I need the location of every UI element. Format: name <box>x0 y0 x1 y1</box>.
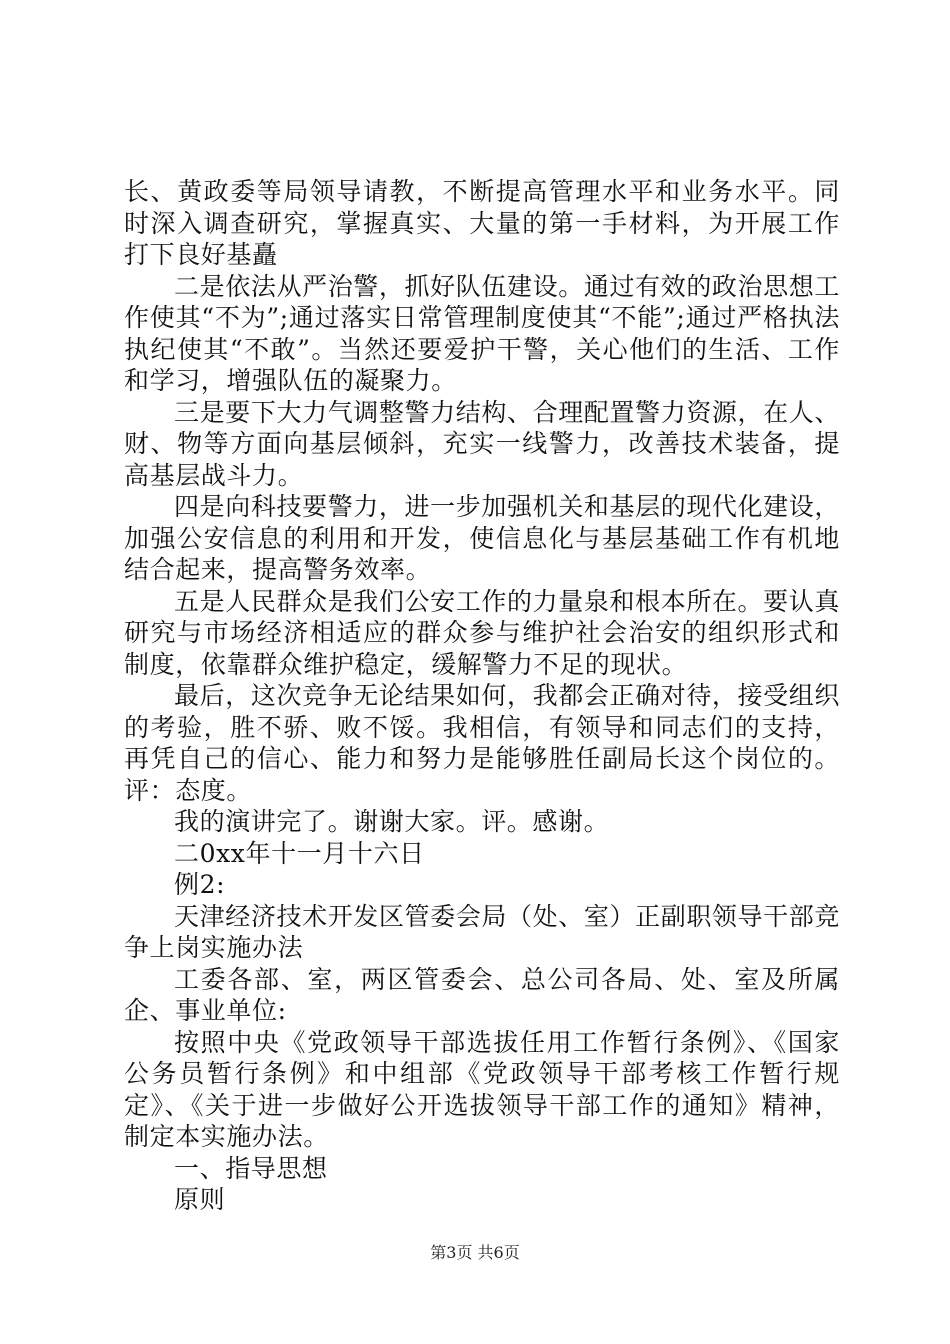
paragraph-continuation: 长、黄政委等局领导请教，不断提高管理水平和业务水平。同时深入调查研究，掌握真实、大量的第一手材料，为开展工作打下良好基矗 <box>124 177 840 269</box>
paragraph-point-three: 三是要下大力气调整警力结构、合理配置警力资源，在人、财、物等方面向基层倾斜，充实一线警力，改善技术装备，提高基层战斗力。 <box>124 397 840 490</box>
document-body <box>124 176 840 1216</box>
paragraph-point-five: 五是人民群众是我们公安工作的力量泉和根本所在。要认真研究与市场经济相适应的群众参与维护社会治安的组织形式和制度，依靠群众维护稳定，缓解警力不足的现状。 <box>124 586 840 679</box>
paragraph-closing: 我的演讲完了。谢谢大家。评。感谢。 <box>174 807 610 836</box>
paragraph-point-four: 四是向科技要警力，进一步加强机关和基层的现代化建设，加强公安信息的利用和开发，使信息化与基层基础工作有机地结合起来，提高警务效率。 <box>124 492 840 584</box>
paragraph-conclusion: 最后，这次竞争无论结果如何，我都会正确对待，接受组织的考验，胜不骄、败不馁。我相信，有领导和同志们的支持，再凭自己的信心、能力和努力是能够胜任副局长这个岗位的。评：态度。 <box>124 681 840 805</box>
paragraph-addressees: 工委各部、室，两区管委会、总公司各局、处、室及所属企、事业单位: <box>124 964 840 1025</box>
paragraph-date: 二0xx年十一月十六日 <box>174 838 425 868</box>
paragraph-example-title: 天津经济技术开发区管委会局（处、室）正副职领导干部竞争上岗实施办法 <box>124 901 840 962</box>
section-heading-guiding-thought: 一、指导思想 <box>174 1153 328 1183</box>
paragraph-basis: 按照中央《党政领导干部选拔任用工作暂行条例》、《国家公务员暂行条例》和中组部《党政领导干部考核工作暂行规定》、《关于进一步做好公开选拔领导干部工作的通知》精神，制定本实施办法。 <box>124 1027 840 1151</box>
subheading-principle: 原则 <box>174 1185 226 1214</box>
page-number-label: 第3页 共6页 <box>430 1243 520 1262</box>
paragraph-point-two: 二是依法从严治警，抓好队伍建设。通过有效的政治思想工作使其“不为”;通过落实日常管理制度使其“不能”;通过严格执法执纪使其“不敢”。当然还要爱护干警，关心他们的生活、工作和学习，增强队伍的凝聚力。 <box>124 271 840 395</box>
paragraph-example-label: 例2: <box>174 870 226 899</box>
page-footer <box>0 1243 950 1263</box>
